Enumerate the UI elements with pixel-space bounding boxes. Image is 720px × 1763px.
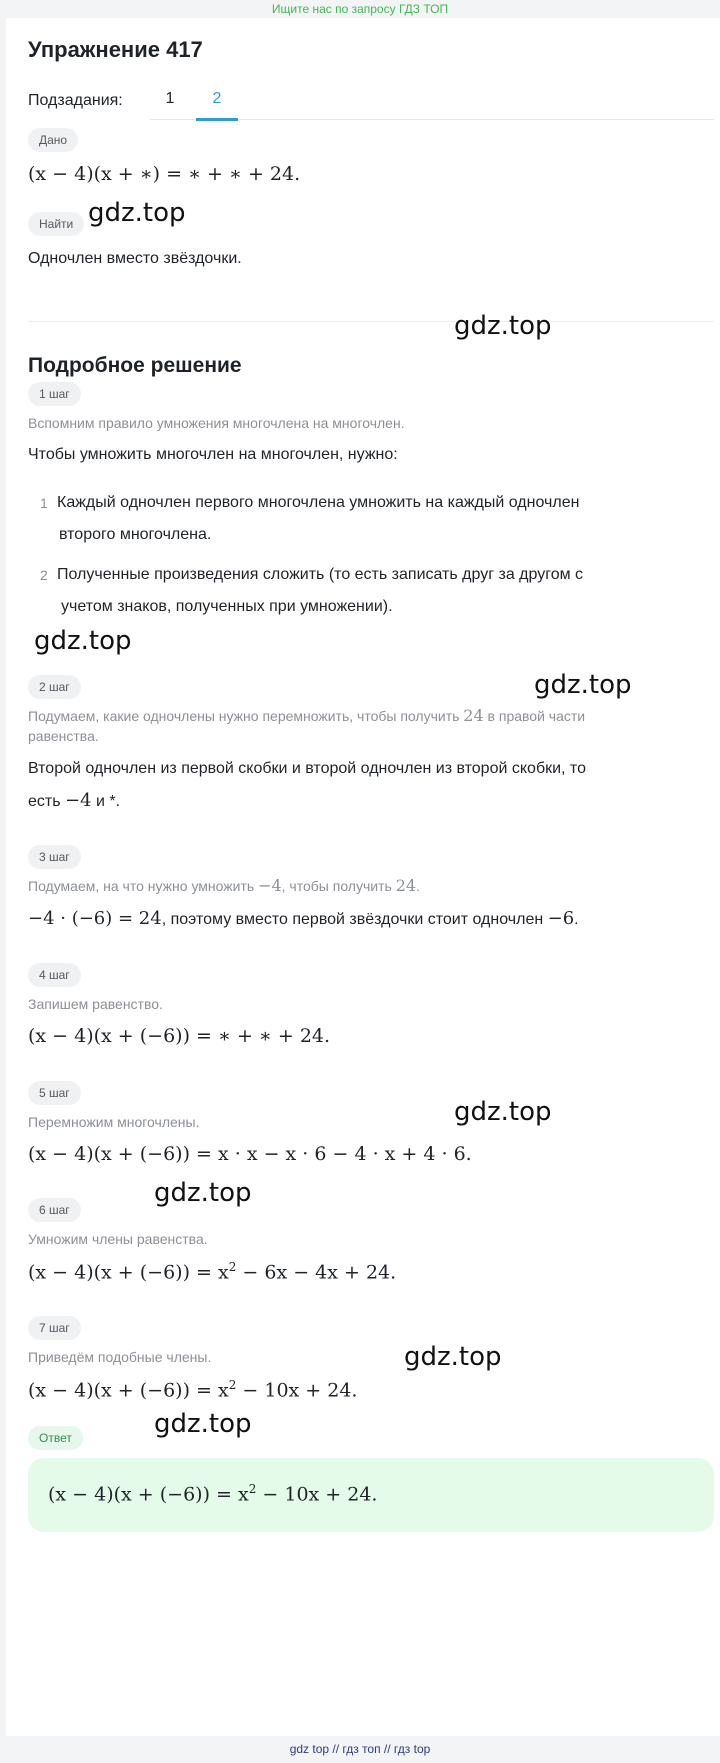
- watermark: gdz.top: [34, 626, 132, 656]
- watermark: gdz.top: [88, 198, 186, 228]
- watermark: gdz.top: [534, 670, 632, 700]
- exercise-card: [6, 18, 720, 1736]
- subtasks-label: Подзадания:: [28, 92, 123, 109]
- step-equation: $(x - 4)(x + (-6)) = x^2 - 6x - 4x + 24$.: [28, 1260, 397, 1284]
- watermark: gdz.top: [404, 1342, 502, 1372]
- list-item-text: Полученные произведения сложить (то есть записать друг за другом с: [57, 566, 584, 583]
- step-text: Второй одночлен из первой скобки и второй одночлен из второй скобки, то: [28, 760, 586, 777]
- step-hint: Умножим члены равенства.: [28, 1231, 208, 1247]
- search-banner: Ищите нас по запросу ГДЗ ТОП: [271, 2, 449, 16]
- step-hint: Приведём подобные члены.: [28, 1349, 212, 1365]
- step-label: 6 шаг: [28, 1198, 81, 1222]
- given-label: Дано: [28, 128, 78, 152]
- step-label: 4 шаг: [28, 963, 81, 987]
- step-label: 7 шаг: [28, 1316, 81, 1340]
- list-item-text: учетом знаков, полученных при умножении).: [61, 598, 393, 615]
- watermark: gdz.top: [454, 1097, 552, 1127]
- step-hint: Перемножим многочлены.: [28, 1114, 200, 1130]
- find-text: Одночлен вместо звёздочки.: [28, 250, 242, 267]
- step-hint: Запишем равенство.: [28, 996, 163, 1012]
- step-text: есть −4 и *.: [28, 790, 121, 811]
- active-tab-indicator: [196, 118, 238, 121]
- step-hint: Подумаем, какие одночлены нужно перемножить, чтобы получить 24 в правой части: [28, 706, 586, 725]
- step-text: Чтобы умножить многочлен на многочлен, нужно:: [28, 446, 398, 463]
- page-title: Упражнение 417: [28, 37, 203, 62]
- solution-title: Подробное решение: [28, 354, 242, 377]
- step-equation: $(x - 4)(x + (-6)) = x^2 - 10x + 24$.: [28, 1378, 358, 1402]
- tab-subtask-1[interactable]: 1: [165, 90, 175, 107]
- footer-links[interactable]: gdz top // гдз топ // гдз top: [289, 1742, 431, 1756]
- step-hint: равенства.: [28, 728, 99, 744]
- answer-box: [28, 1458, 714, 1532]
- step-label: 3 шаг: [28, 845, 81, 869]
- watermark: gdz.top: [154, 1178, 252, 1208]
- list-item-number: 1: [40, 495, 48, 511]
- step-text: −4 · (−6) = 24, поэтому вместо первой звёздочки стоит одночлен −6.: [28, 908, 579, 929]
- step-hint: Подумаем, на что нужно умножить −4, чтобы получить 24.: [28, 876, 420, 895]
- answer-equation: $(x - 4)(x + (-6)) = x^2 - 10x + 24$.: [48, 1482, 378, 1506]
- watermark: gdz.top: [154, 1409, 252, 1439]
- step-equation: (x − 4)(x + (−6)) = ∗ + ∗ + 24.: [28, 1025, 331, 1047]
- list-item-number: 2: [40, 567, 48, 583]
- list-item-text: Каждый одночлен первого многочлена умножить на каждый одночлен: [57, 494, 580, 511]
- list-item: [40, 487, 680, 551]
- answer-label: Ответ: [28, 1426, 83, 1450]
- watermark: gdz.top: [454, 311, 552, 341]
- step-label: 1 шаг: [28, 382, 81, 406]
- divider: [28, 321, 714, 322]
- list-item-text: второго многочлена.: [59, 526, 212, 543]
- step-hint: Вспомним правило умножения многочлена на многочлен.: [28, 415, 405, 431]
- find-label: Найти: [28, 212, 84, 236]
- tab-subtask-2[interactable]: 2: [212, 90, 222, 107]
- list-item: [40, 559, 680, 623]
- step-label: 2 шаг: [28, 675, 81, 699]
- step-label: 5 шаг: [28, 1081, 81, 1105]
- step-equation: (x − 4)(x + (−6)) = x · x − x · 6 − 4 · x + 4 · 6.: [28, 1143, 472, 1165]
- given-equation: (x − 4)(x + ∗) = ∗ + ∗ + 24.: [28, 163, 301, 185]
